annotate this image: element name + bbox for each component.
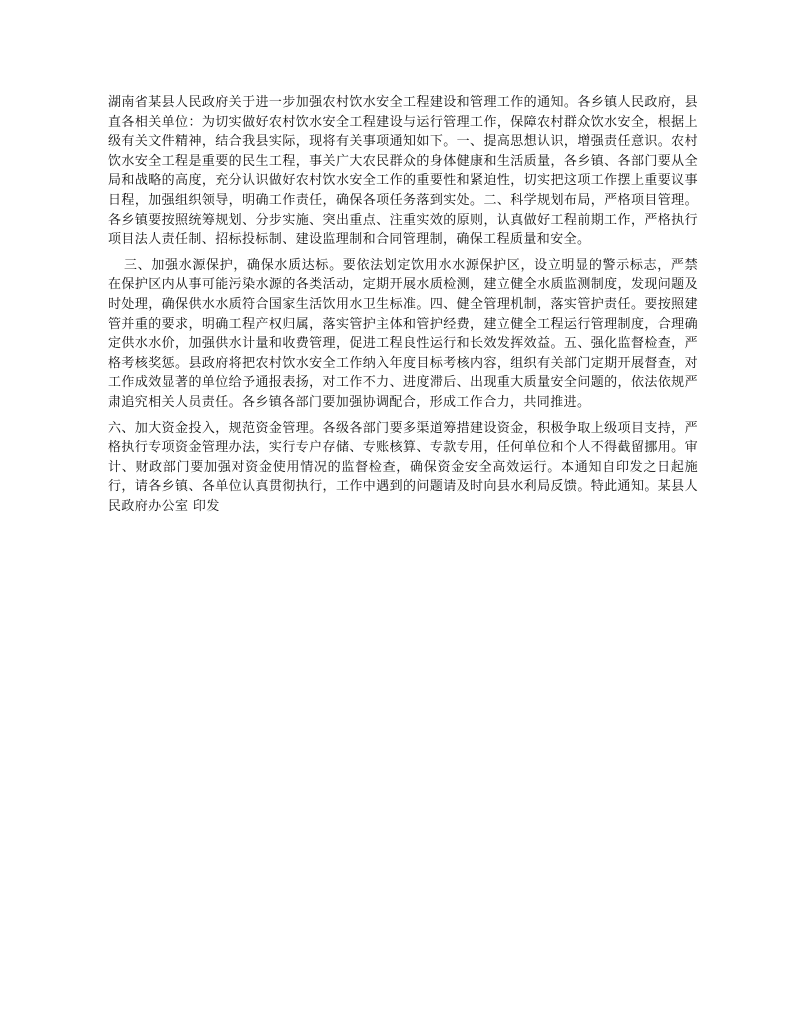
body-paragraph-2: 三、加强水源保护，确保水质达标。要依法划定饮用水水源保护区，设立明显的警示标志，严禁在保护区内从事可能污染水源的各类活动，定期开展水质检测，建立健全水质监测制度，发现问题及时处理，确保供水水质符合国家生活饮用水卫生标准。四、健全管理机制，落实管护责任。要按照建管并重的要求，明确工程产权归属，落实管护主体和管护经费，建立健全工程运行管理制度，合理确定供水水价，加强供水计量和收费管理，促进工程良性运行和长效发挥效益。五、强化监督检查，严格考核奖惩。县政府将把农村饮水安全工作纳入年度目标考核内容，组织有关部门定期开展督查，对工作成效显著的单位给予通报表扬，对工作不力、进度滞后、出现重大质量安全问题的，依法依规严肃追究相关人员责任。各乡镇各部门要加强协调配合，形成工作合力，共同推进。 [108, 257, 698, 410]
body-paragraph-1: 湖南省某县人民政府关于进一步加强农村饮水安全工程建设和管理工作的通知。各乡镇人民政府，县直各相关单位：为切实做好农村饮水安全工程建设与运行管理工作，保障农村群众饮水安全，根据上级有关文件精神，结合我县实际，现将有关事项通知如下。一、提高思想认识，增强责任意识。农村饮水安全工程是重要的民生工程，事关广大农民群众的身体健康和生活质量，各乡镇、各部门要从全局和战略的高度，充分认识做好农村饮水安全工作的重要性和紧迫性，切实把这项工作摆上重要议事日程，加强组织领导，明确工作责任，确保各项任务落到实处。二、科学规划布局，严格项目管理。各乡镇要按照统筹规划、分步实施、突出重点、注重实效的原则，认真做好工程前期工作，严格执行项目法人责任制、招标投标制、建设监理制和合同管理制，确保工程质量和安全。 [108, 95, 698, 248]
body-paragraph-3: 六、加大资金投入，规范资金管理。各级各部门要多渠道筹措建设资金，积极争取上级项目支持，严格执行专项资金管理办法，实行专户存储、专账核算、专款专用，任何单位和个人不得截留挪用。审计、财政部门要加强对资金使用情况的监督检查，确保资金安全高效运行。本通知自印发之日起施行，请各乡镇、各单位认真贯彻执行，工作中遇到的问题请及时向县水利局反馈。特此通知。某县人民政府办公室 印发 [108, 420, 698, 514]
